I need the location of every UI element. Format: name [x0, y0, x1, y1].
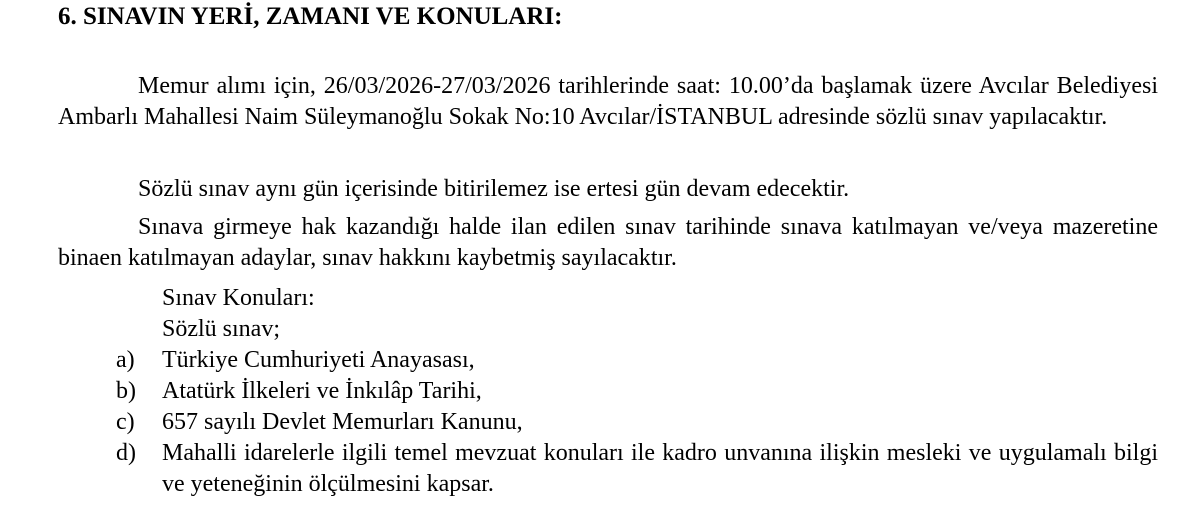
list-item-marker: a)	[116, 347, 135, 373]
list-item	[116, 376, 1158, 407]
paragraph-absence-rule: Sınava girmeye hak kazandığı halde ilan edilen sınav tarihinde sınava katılmayan ve/veya mazeretine binaen katılmayan adaylar, sınav hakkını kaybetmiş sayılacaktır.	[58, 214, 1158, 271]
topics-title: Sınav Konuları:	[162, 285, 315, 311]
topics-subtitle: Sözlü sınav;	[162, 316, 280, 342]
paragraph-exam-continuation: Sözlü sınav aynı gün içerisinde bitirilemez ise ertesi gün devam edecektir.	[138, 176, 850, 202]
list-item-text: Türkiye Cumhuriyeti Anayasası,	[162, 347, 475, 373]
list-item-marker: c)	[116, 409, 135, 435]
paragraph-exam-location: Memur alımı için, 26/03/2026-27/03/2026 tarihlerinde saat: 10.00’da başlamak üzere Avcılar Belediyesi Ambarlı Mahallesi Naim Süleymanoğlu Sokak No:10 Avcılar/İSTANBUL adresinde sözlü sınav yapılacaktır.	[58, 73, 1158, 130]
list-item-text: Atatürk İlkeleri ve İnkılâp Tarihi,	[162, 378, 482, 404]
list-item	[116, 438, 1158, 500]
section-heading: 6. SINAVIN YERİ, ZAMANI VE KONULARI:	[58, 3, 563, 30]
list-item-marker: d)	[116, 440, 136, 466]
topics-list	[116, 345, 1158, 500]
list-item-marker: b)	[116, 378, 136, 404]
list-item-text: 657 sayılı Devlet Memurları Kanunu,	[162, 409, 523, 435]
list-item-text: Mahalli idarelerle ilgili temel mevzuat konuları ile kadro unvanına ilişkin mesleki ve uygulamalı bilgi ve yeteneğinin ölçülmesini kapsar.	[162, 440, 1158, 497]
list-item	[116, 345, 1158, 376]
list-item	[116, 407, 1158, 438]
